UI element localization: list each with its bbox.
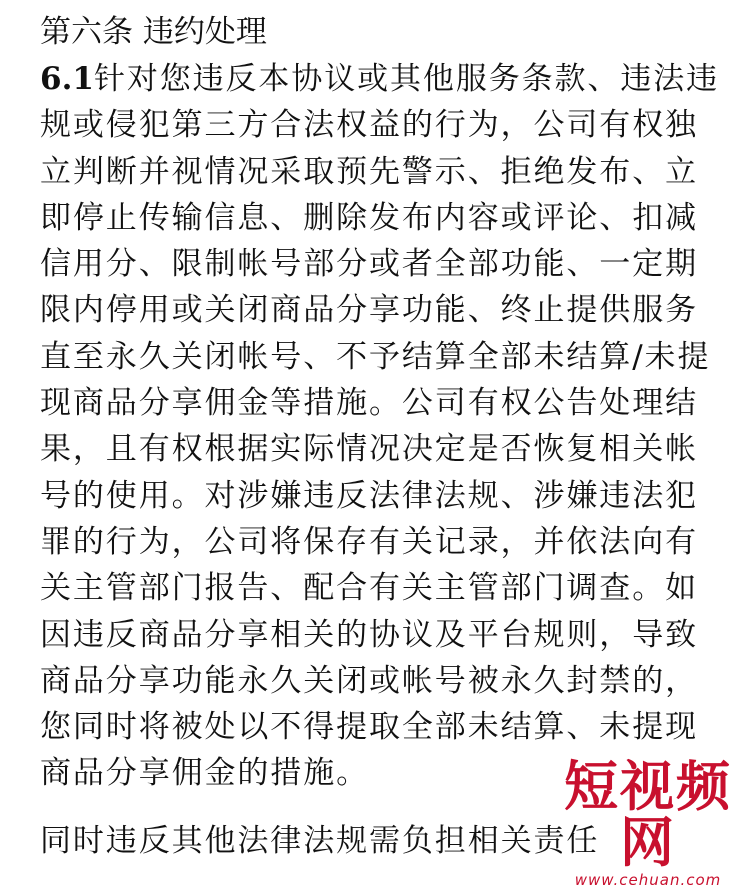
clause-line-1 bbox=[40, 56, 720, 102]
watermark-logo-text: 短视频网 bbox=[564, 755, 732, 874]
clause-line-7: 直至永久关闭帐号、不予结算全部未结算/未提 bbox=[40, 338, 711, 375]
clause-line-11: 罪的行为，公司将保存有关记录，并依法向有 bbox=[40, 523, 698, 560]
clause-line-16: 商品分享佣金的措施。 bbox=[40, 755, 369, 792]
document-body bbox=[40, 8, 720, 797]
clause-line-12: 关主管部门报告、配合有关主管部门调查。如 bbox=[40, 570, 698, 607]
clause-line-9: 果，且有权根据实际情况决定是否恢复相关帐 bbox=[40, 431, 698, 468]
cut-off-text-line: 同时违反其他法律法规需负担相关责任 bbox=[40, 823, 600, 859]
watermark-url: www.cehuan.com bbox=[574, 871, 722, 889]
clause-number: 6.1 bbox=[40, 61, 94, 97]
clause-line-15: 您同时将被处以不得提取全部未结算、未提现 bbox=[40, 709, 698, 746]
clause-line-6: 限内停用或关闭商品分享功能、终止提供服务 bbox=[40, 292, 698, 329]
clause-line-13: 因违反商品分享相关的协议及平台规则，导致 bbox=[40, 616, 698, 653]
clause-line-3: 立判断并视情况采取预先警示、拒绝发布、立 bbox=[40, 153, 698, 190]
clause-text-1: 针对您违反本协议或其他服务条款、违法违 bbox=[93, 61, 720, 97]
clause-line-4: 即停止传输信息、删除发布内容或评论、扣减 bbox=[40, 199, 698, 236]
clause-line-2: 规或侵犯第三方合法权益的行为，公司有权独 bbox=[40, 107, 698, 144]
clause-line-10: 号的使用。对涉嫌违反法律法规、涉嫌违法犯 bbox=[40, 477, 698, 514]
clause-line-8: 现商品分享佣金等措施。公司有权公告处理结 bbox=[40, 385, 698, 422]
section-heading: 第六条 违约处理 bbox=[40, 14, 267, 50]
clause-line-5: 信用分、限制帐号部分或者全部功能、一定期 bbox=[40, 246, 698, 283]
watermark-logo bbox=[554, 755, 742, 889]
clause-line-14: 商品分享功能永久关闭或帐号被永久封禁的， bbox=[40, 662, 698, 699]
